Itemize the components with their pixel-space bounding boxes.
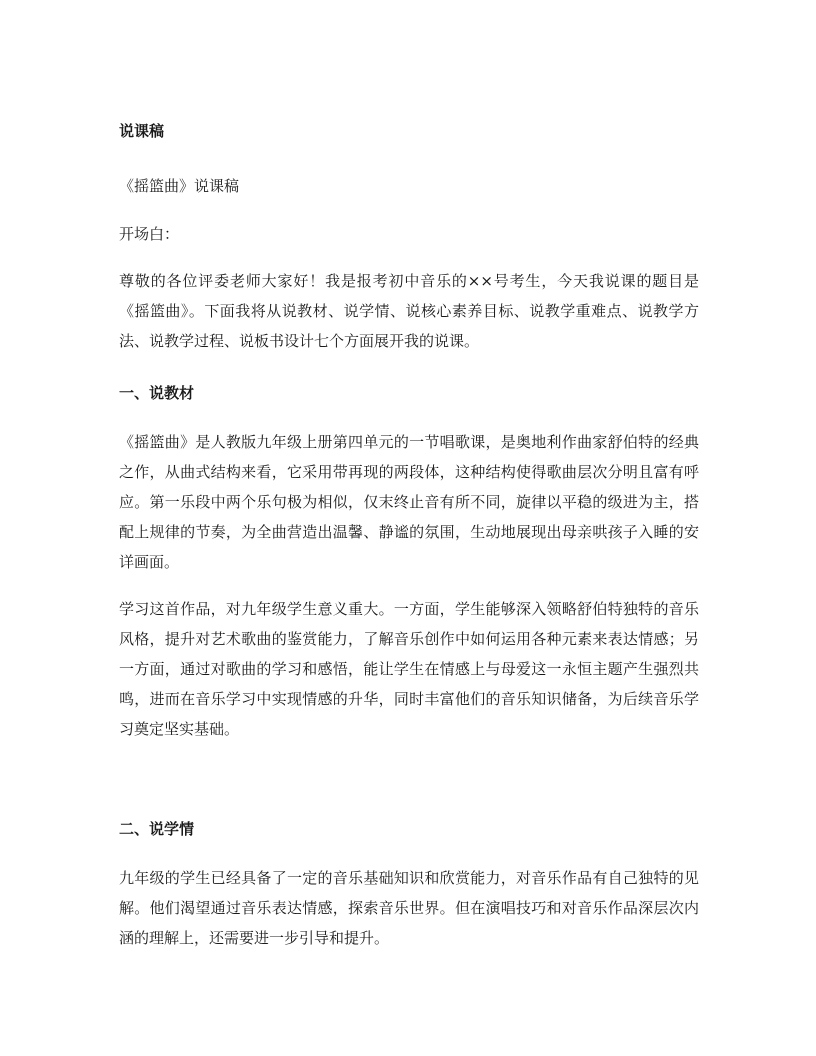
opening-paragraph: 尊敬的各位评委老师大家好！我是报考初中音乐的××号考生，今天我说课的题目是《摇篮曲》。下面我将从说教材、说学情、说核心素养目标、说教学重难点、说教学方法、说教学过程、说板书设计七个方面展开我的说课。 xyxy=(119,272,699,350)
opening-label: 开场白： xyxy=(119,225,180,243)
document-title: 说课稿 xyxy=(119,122,165,140)
students-paragraph-1: 九年级的学生已经具备了一定的音乐基础知识和欣赏能力，对音乐作品有自己独特的见解。他们渴望通过音乐表达情感，探索音乐世界。但在演唱技巧和对音乐作品深层次内涵的理解上，还需要进一步引导和提升。 xyxy=(119,869,699,947)
section-heading-textbook: 一、说教材 xyxy=(119,384,195,402)
textbook-paragraph-2: 学习这首作品，对九年级学生意义重大。一方面，学生能够深入领略舒伯特独特的音乐风格，提升对艺术歌曲的鉴赏能力，了解音乐创作中如何运用各种元素来表达情感；另一方面，通过对歌曲的学习和感悟，能让学生在情感上与母爱这一永恒主题产生强烈共鸣，进而在音乐学习中实现情感的升华，同时丰富他们的音乐知识储备，为后续音乐学习奠定坚实基础。 xyxy=(119,600,699,738)
textbook-paragraph-1: 《摇篮曲》是人教版九年级上册第四单元的一节唱歌课，是奥地利作曲家舒伯特的经典之作，从曲式结构来看，它采用带再现的两段体，这种结构使得歌曲层次分明且富有呼应。第一乐段中两个乐句极为相似，仅末终止音有所不同，旋律以平稳的级进为主，搭配上规律的节奏，为全曲营造出温馨、静谧的氛围，生动地展现出母亲哄孩子入睡的安详画面。 xyxy=(119,433,699,571)
document-subtitle: 《摇篮曲》说课稿 xyxy=(119,177,240,195)
section-heading-students: 二、说学情 xyxy=(119,820,195,838)
